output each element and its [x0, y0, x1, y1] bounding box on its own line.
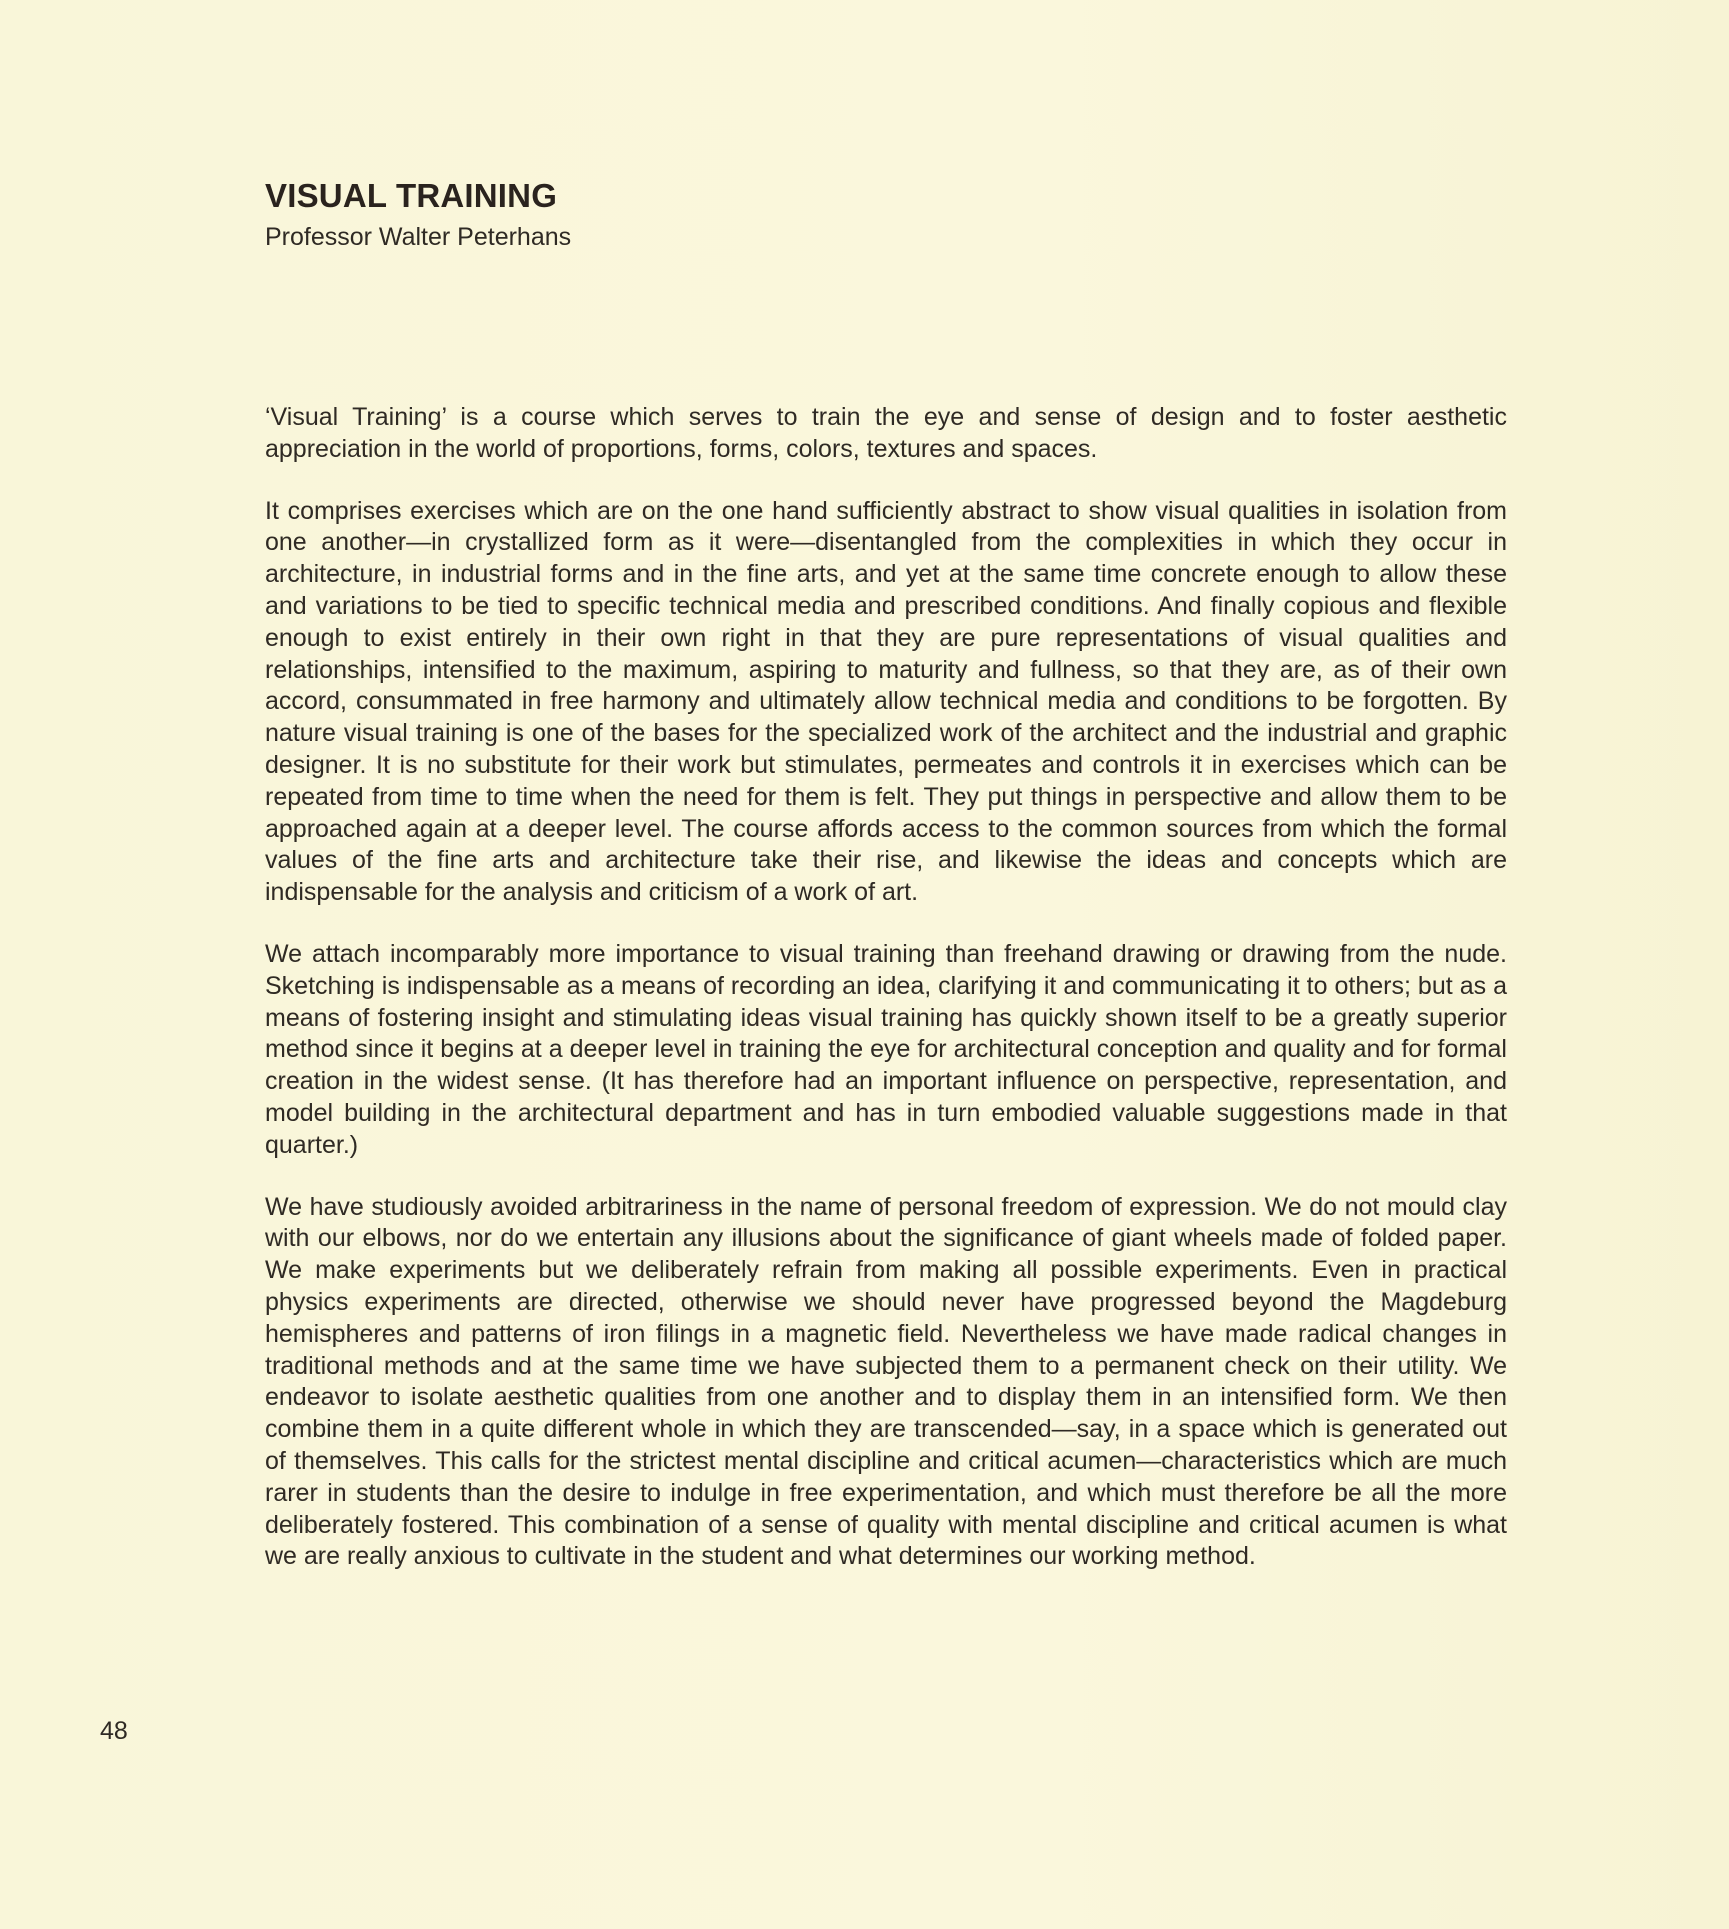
paragraph-4: We have studiously avoided arbitrariness in the name of personal freedom of expression. We do not mould clay with our elbows, nor do we entertain any illusions about the significance of giant wheels made of folded paper. We make experiments but we deliberately refrain from making all possible experiments. Even in practical physics experiments are directed, otherwise we should never have progressed beyond the Magdeburg hemispheres and patterns of iron filings in a magnetic field. Nevertheless we have made radical changes in traditional methods and at the same time we have subjected them to a permanent check on their utility. We endeavor to isolate aesthetic qualities from one another and to display them in an intensified form. We then combine them in a quite different whole in which they are transcended—say, in a space which is generated out of themselves. This calls for the strictest mental discipline and critical acumen—characteristics which are much rarer in students than the desire to indulge in free experimentation, and which must therefore be all the more deliberately fostered. This combination of a sense of quality with mental discipline and critical acumen is what we are really anxious to cultivate in the student and what determines our working method.	[265, 1192, 1507, 1571]
article-header	[265, 176, 1515, 254]
article-body	[265, 402, 1507, 1603]
page-number: 48	[100, 1717, 128, 1745]
article-author: Professor Walter Peterhans	[265, 223, 572, 251]
article-title: VISUAL TRAINING	[265, 177, 558, 214]
paragraph-1: ‘Visual Training’ is a course which serves to train the eye and sense of design and to foster aesthetic appreciation in the world of proportions, forms, colors, textures and spaces.	[265, 403, 1507, 463]
paragraph-2: It comprises exercises which are on the one hand sufficiently abstract to show visual qualities in isolation from one another—in crystallized form as it were—disentangled from the complexities in which they occur in architecture, in industrial forms and in the fine arts, and yet at the same time concrete enough to allow these and variations to be tied to specific technical media and prescribed conditions. And finally copious and flexible enough to exist entirely in their own right in that they are pure representations of visual qualities and relationships, intensified to the maximum, aspiring to maturity and fullness, so that they are, as of their own accord, consummated in free harmony and ultimately allow technical media and conditions to be forgotten. By nature visual training is one of the bases for the specialized work of the architect and the industrial and graphic designer. It is no substitute for their work but stimulates, permeates and controls it in exercises which can be repeated from time to time when the need for them is felt. They put things in perspective and allow them to be approached again at a deeper level. The course affords access to the common sources from which the formal values of the fine arts and architecture take their rise, and likewise the ideas and concepts which are indispensable for the analysis and criticism of a work of art.	[265, 496, 1507, 907]
paragraph-3: We attach incomparably more importance to visual training than freehand drawing or drawing from the nude. Sketching is indispensable as a means of recording an idea, clarifying it and communicating it to others; but as a means of fostering insight and stimulating ideas visual training has quickly shown itself to be a greatly superior method since it begins at a deeper level in training the eye for architectural conception and quality and for formal creation in the widest sense. (It has therefore had an important influence on perspective, representation, and model building in the architectural department and has in turn embodied valuable suggestions made in that quarter.)	[265, 939, 1507, 1159]
